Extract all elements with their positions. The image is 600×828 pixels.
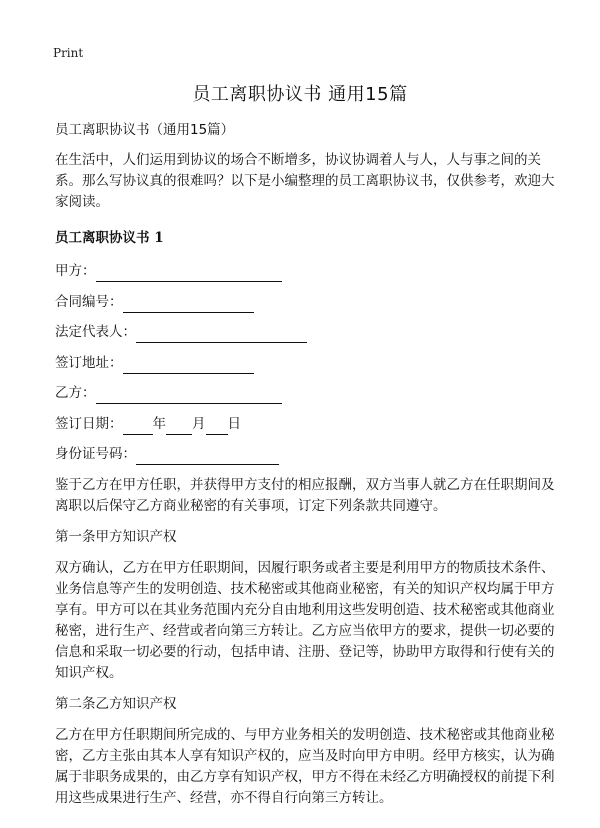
party-a-label: 甲方： xyxy=(55,263,96,279)
party-b-field xyxy=(55,383,555,404)
party-a-field xyxy=(55,261,555,282)
document-body xyxy=(55,120,555,819)
id-no-label: 身份证号码： xyxy=(55,446,136,462)
intro-paragraph: 在生活中，人们运用到协议的场合不断增多，协议协调着人与人，人与事之间的关系。那么写协议真的很难吗？以下是小编整理的员工离职协议书，仅供参考，欢迎大家阅读。 xyxy=(55,152,555,210)
month-blank xyxy=(166,418,192,435)
clause-2-body: 乙方在甲方任职期间所完成的、与甲方业务相关的发明创造、技术秘密或其他商业秘密，乙方主张由其本人享有知识产权的，应当及时向甲方申明。经甲方核实，认为确属于非职务成果的，由乙方享有知识产权，甲方不得在未经乙方明确授权的前提下利用这些成果进行生产、经营，亦不得自行向第三方转让。 xyxy=(55,726,555,806)
legal-rep-blank xyxy=(136,326,307,343)
month-label: 月 xyxy=(192,415,206,432)
party-b-label: 乙方： xyxy=(55,385,96,401)
sign-date-field xyxy=(55,414,555,435)
party-a-blank xyxy=(96,265,282,282)
day-blank xyxy=(206,418,228,435)
id-no-field xyxy=(55,444,555,465)
clause-1-title: 第一条甲方知识产权 xyxy=(55,528,177,545)
sign-address-label: 签订地址： xyxy=(55,354,123,371)
preamble-paragraph: 鉴于乙方在甲方任职，并获得甲方支付的相应报酬，双方当事人就乙方在任职期间及离职以后保守乙方商业秘密的有关事项，订定下列条款共同遵守。 xyxy=(55,476,555,514)
print-label[interactable]: Print xyxy=(53,46,84,60)
clause-1-body: 双方确认，乙方在甲方任职期间，因履行职务或者主要是利用甲方的物质技术条件、业务信息等产生的发明创造、技术秘密或其他商业秘密，有关的知识产权均属于甲方享有。甲方可以在其业务范围内充分自由地利用这些发明创造、技术秘密或其他商业秘密，进行生产、经营或者向第三方转让。乙方应当依甲方的要求，提供一切必要的信息和采取一切必要的行动，包括申请、注册、登记等，协助甲方取得和行使有关的知识产权。 xyxy=(55,559,555,681)
document-subtitle: 员工离职协议书（通用15篇） xyxy=(55,122,235,138)
day-label: 日 xyxy=(227,415,241,432)
contract-no-label: 合同编号： xyxy=(55,293,123,310)
legal-rep-field xyxy=(55,322,555,343)
year-blank xyxy=(123,418,153,435)
contract-no-field xyxy=(55,292,555,313)
sign-date-label: 签订日期： xyxy=(55,415,123,432)
contract-no-blank xyxy=(123,296,254,313)
id-no-blank xyxy=(136,448,279,465)
section-title: 员工离职协议书 1 xyxy=(55,230,164,246)
year-label: 年 xyxy=(152,415,166,432)
document-title: 员工离职协议书 通用15篇 xyxy=(192,84,408,105)
party-b-blank xyxy=(96,387,282,404)
legal-rep-label: 法定代表人： xyxy=(55,324,136,340)
sign-address-blank xyxy=(123,357,254,374)
clause-2-title: 第二条乙方知识产权 xyxy=(55,695,177,712)
sign-address-field xyxy=(55,353,555,374)
